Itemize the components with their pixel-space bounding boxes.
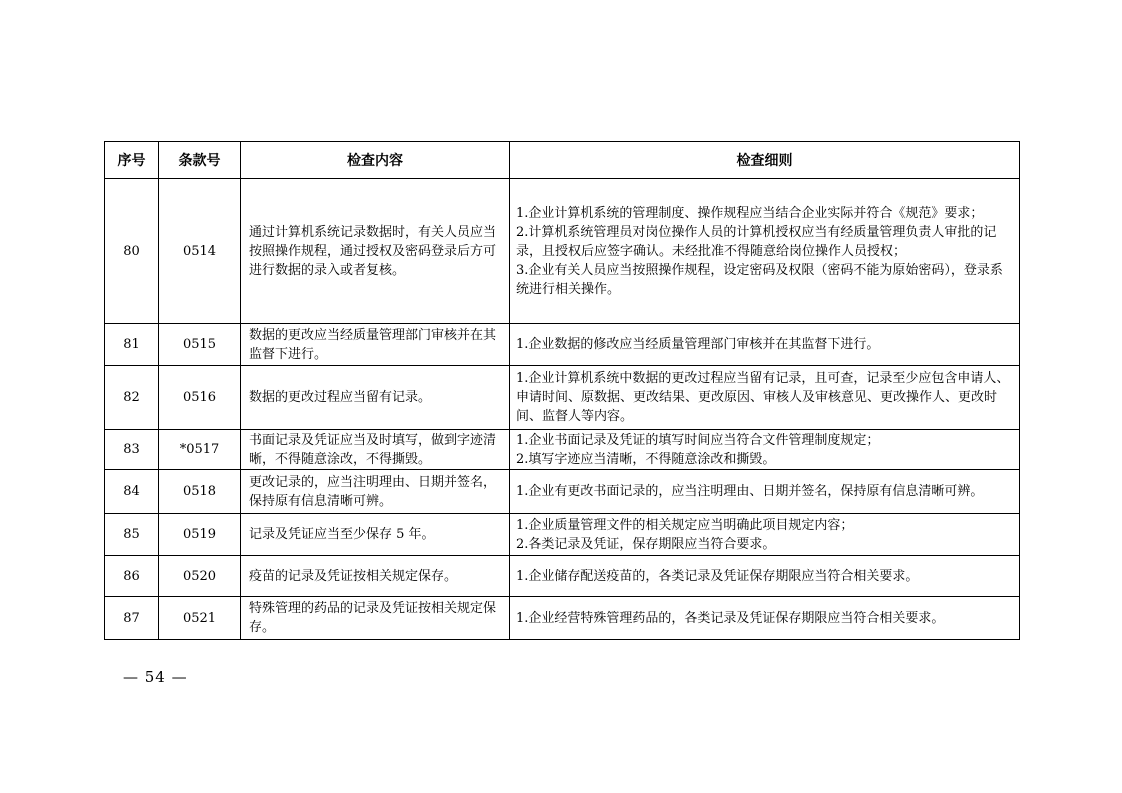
row-check-details (510, 179, 1020, 324)
detail-item: 3.企业有关人员应当按照操作规程，设定密码及权限（密码不能为原始密码），登录系统进行相关操作。 (516, 262, 1003, 297)
row-check-details (510, 366, 1020, 430)
row-check-content: 通过计算机系统记录数据时，有关人员应当按照操作规程，通过授权及密码登录后方可进行数据的录入或者复核。 (241, 179, 510, 324)
detail-item: 2.填写字迹应当清晰，不得随意涂改和撕毁。 (516, 451, 776, 467)
row-clause-number: 0514 (159, 179, 241, 324)
row-serial-number: 86 (105, 556, 159, 597)
detail-item: 1.企业有更改书面记录的，应当注明理由、日期并签名，保持原有信息清晰可辨。 (516, 484, 984, 499)
row-check-details (510, 597, 1020, 640)
row-serial-number: 80 (105, 179, 159, 324)
detail-item: 1.企业数据的修改应当经质量管理部门审核并在其监督下进行。 (516, 337, 880, 352)
row-check-content: 特殊管理的药品的记录及凭证按相关规定保存。 (241, 597, 510, 640)
table-header-row (105, 142, 1020, 179)
row-clause-number: 0518 (159, 470, 241, 514)
detail-item: 2.各类记录及凭证，保存期限应当符合要求。 (516, 536, 776, 552)
row-clause-number: 0520 (159, 556, 241, 597)
row-serial-number: 84 (105, 470, 159, 514)
row-serial-number: 81 (105, 324, 159, 366)
row-check-content: 记录及凭证应当至少保存 5 年。 (241, 514, 510, 556)
detail-item: 1.企业计算机系统中数据的更改过程应当留有记录，且可查，记录至少应包含申请人、申请时间、原数据、更改结果、更改原因、审核人及审核意见、更改操作人、更改时间、监督人等内容。 (516, 371, 1010, 424)
detail-item: 1.企业储存配送疫苗的，各类记录及凭证保存期限应当符合相关要求。 (516, 568, 919, 584)
row-check-details (510, 556, 1020, 597)
table-row (105, 597, 1020, 640)
row-serial-number: 85 (105, 514, 159, 556)
detail-item: 1.企业经营特殊管理药品的，各类记录及凭证保存期限应当符合相关要求。 (516, 610, 945, 626)
table-row (105, 556, 1020, 597)
row-serial-number: 82 (105, 366, 159, 430)
page-number: — 54 — (123, 668, 188, 686)
table-row (105, 514, 1020, 556)
row-clause-number: 0519 (159, 514, 241, 556)
table-row (105, 430, 1020, 470)
row-check-details (510, 430, 1020, 470)
table-row (105, 324, 1020, 366)
row-check-details (510, 470, 1020, 514)
row-clause-number: *0517 (159, 430, 241, 470)
row-check-content: 疫苗的记录及凭证按相关规定保存。 (241, 556, 510, 597)
header-check-content: 检查内容 (241, 142, 510, 179)
row-clause-number: 0521 (159, 597, 241, 640)
detail-item: 2.计算机系统管理员对岗位操作人员的计算机授权应当有经质量管理负责人审批的记录，且授权后应签字确认。未经批准不得随意给岗位操作人员授权； (516, 224, 997, 259)
header-serial-number: 序号 (105, 142, 159, 179)
row-serial-number: 87 (105, 597, 159, 640)
row-clause-number: 0515 (159, 324, 241, 366)
detail-item: 1.企业质量管理文件的相关规定应当明确此项目规定内容； (516, 517, 854, 533)
row-serial-number: 83 (105, 430, 159, 470)
table-row (105, 366, 1020, 430)
row-check-content: 数据的更改应当经质量管理部门审核并在其监督下进行。 (241, 324, 510, 366)
row-check-content: 数据的更改过程应当留有记录。 (241, 366, 510, 430)
row-check-details (510, 324, 1020, 366)
header-clause-number: 条款号 (159, 142, 241, 179)
row-check-content: 书面记录及凭证应当及时填写，做到字迹清晰，不得随意涂改，不得撕毁。 (241, 430, 510, 470)
detail-item: 1.企业书面记录及凭证的填写时间应当符合文件管理制度规定； (516, 432, 880, 448)
header-check-details: 检查细则 (510, 142, 1020, 179)
table-row (105, 179, 1020, 324)
row-check-details (510, 514, 1020, 556)
detail-item: 1.企业计算机系统的管理制度、操作规程应当结合企业实际并符合《规范》要求； (516, 205, 984, 221)
row-check-content: 更改记录的，应当注明理由、日期并签名，保持原有信息清晰可辨。 (241, 470, 510, 514)
inspection-table (104, 141, 1020, 640)
row-clause-number: 0516 (159, 366, 241, 430)
table-row (105, 470, 1020, 514)
